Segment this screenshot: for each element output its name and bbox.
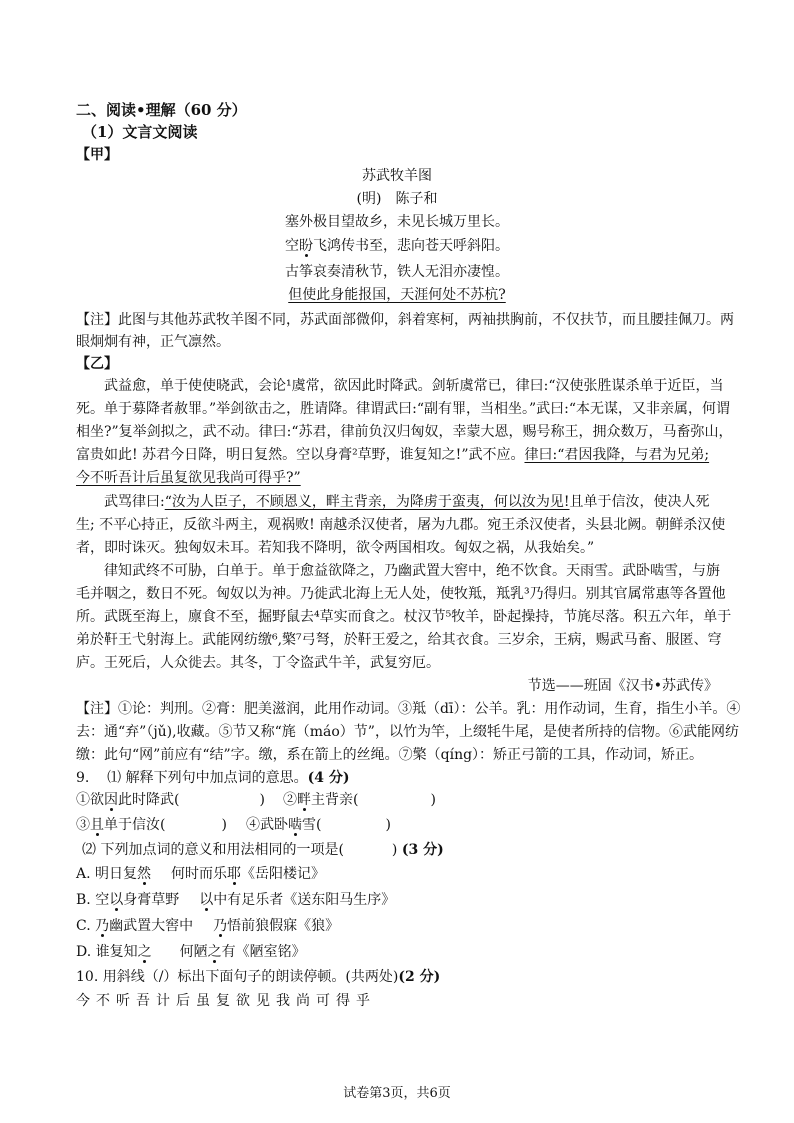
note-yi-line-3: 缴：此句“网”前应有“结”字。缴，系在箭上的丝绳。⑦檠（qíng）：矫正弓箭的工具，作动词，矫正。 (76, 747, 704, 763)
option-c[interactable] (76, 916, 339, 936)
prose-p1-line-1: 武益愈，单于使使晓武，会论¹虞常，欲因此时降武。剑斩虞常已，律曰:“汉使张胜谋杀单于近臣，当 (104, 378, 724, 394)
q9-item-1 (76, 790, 265, 810)
jia-label: 【甲】 (76, 147, 118, 163)
prose-p1-line-3: 相坐?”复举剑拟之，武不动。律曰:“苏君，律前负汉归匈奴，幸蒙大恩，赐号称王，拥众数万，马畜弥山， (76, 424, 733, 440)
q9-part2-score: (3 分) (401, 842, 444, 858)
q9-item-2-pre: ② (283, 792, 297, 808)
q10-sentence[interactable]: 今不听吾计后虽复欲见我尚可得乎 (76, 993, 376, 1009)
option-b-pre: B. 空 (76, 892, 110, 908)
prose-p2-line-2: 生; 不平心持正，反欲斗两主，观祸败! 南越杀汉使者，屠为九郡。宛王杀汉使者，头县北阙。朝鲜杀汉使 (76, 517, 726, 533)
q9-prompt (76, 768, 350, 788)
dotted-word: 且 (90, 817, 104, 833)
poem-author: (明) 陈子和 (356, 191, 438, 207)
prose-source: 节选——班固《汉书•苏武传》 (527, 678, 718, 694)
q9-item-2-close: ) (430, 792, 436, 808)
option-b-mid: 身膏草野 (123, 892, 180, 908)
q10-text: 10. 用斜线（/）标出下面句子的朗读停顿。(共两处) (76, 969, 399, 985)
poem-line-4-underlined: 但使此身能报国，天涯何处不苏杭? (288, 287, 506, 303)
q10-prompt (76, 967, 440, 987)
dotted-word: 乃 (213, 918, 228, 934)
q9-item-1-pre: ①欲 (76, 792, 104, 808)
poem-line-2-post: 飞鸿传书至，悲向苍天呼斜阳。 (313, 238, 509, 254)
poem-line-4 (0, 285, 794, 305)
q9-item-1-post: 此时降武( (118, 792, 180, 808)
q9-item-4-pre: ④武卧 (246, 817, 288, 833)
q9-item-3-pre: ③ (76, 817, 90, 833)
option-a-pre: A. 明日复 (76, 866, 138, 882)
prose-p2-line-3: 者，即时诛灭。独匈奴未耳。若知我不降明，欲令两国相攻。匈奴之祸，从我始矣。” (76, 540, 595, 556)
option-b[interactable] (76, 890, 395, 910)
q9-item-2 (283, 790, 436, 810)
q9-item-3-close: ) (221, 817, 227, 833)
prose-p2-line-1-underlined: “汝为人臣子，不顾恩义，畔主背亲，为降虏于蛮夷，何以汝为见! (164, 494, 570, 510)
q9-part2 (82, 840, 444, 860)
q9-part2-close: ) (391, 842, 398, 858)
note-jia-line-1: 【注】此图与其他苏武牧羊图不同，苏武面部微仰，斜着寒柯，两袖拱胸前，不仅扶节，而且腰挂佩刀。两 (76, 312, 734, 328)
yi-label: 【乙】 (76, 356, 118, 372)
q9-item-3 (76, 815, 227, 835)
q9-part2-text: ⑵ 下列加点词的意义和用法相同的一项是( (82, 842, 344, 858)
prose-p3-line-3: 所。武既至海上，廪食不至，掘野鼠去⁴草实而食之。杖汉节⁵牧羊，卧起操持，节旄尽落。积五六年，单于 (76, 609, 732, 625)
option-c-mid: 幽武置大窖中 (109, 918, 194, 934)
prose-p3-line-4: 弟於靬王弋射海上。武能网纺缴⁶,檠⁷弓弩，於靬王爱之，给其衣食。三岁余，王病，赐武马畜、服匿、穹 (76, 632, 722, 648)
q9-item-4 (246, 815, 391, 835)
option-b-post: 中有足乐者《送东阳马生序》 (213, 892, 396, 908)
dotted-word: 以 (109, 892, 124, 908)
dotted-word: 啮 (288, 817, 302, 833)
dotted-word: 乃 (95, 918, 110, 934)
note-yi-line-2: 去：通“弃”（jǔ),收藏。⑤节又称“旄（máo）节”，以竹为竿，上缀牦牛尾，是使者所持的信物。⑥武能网纺 (76, 724, 739, 740)
dotted-word: 之 (207, 944, 222, 960)
prose-p2-line-1-pre: 武骂律曰: (104, 494, 165, 510)
option-d[interactable] (76, 942, 306, 962)
option-a-mid: 何时而乐 (171, 866, 228, 882)
q9-number: 9. (76, 770, 90, 786)
poem-title: 苏武牧羊图 (362, 168, 432, 184)
q9-item-2-post: 主背亲( (311, 792, 359, 808)
dotted-word: 盼 (299, 238, 313, 254)
prose-p2-line-1 (104, 492, 710, 512)
prose-p1-line-4-text: 富贵如此! 苏君今日降，明日复然。空以身膏²草野，谁复知之!”武不应。 (76, 447, 525, 463)
prose-p1-line-2: 死。单于募降者赦罪。”举剑欲击之，胜请降。律谓武曰:“副有罪，当相坐。”武曰:“本无谋，又非亲属，何谓 (76, 401, 731, 417)
q9-item-3-post: 单于信汝( (104, 817, 166, 833)
option-c-post: 悟前狼假寐《狼》 (227, 918, 340, 934)
option-c-pre: C. (76, 918, 96, 934)
q9-score: (4 分) (307, 770, 350, 786)
dotted-word: 畔 (297, 792, 311, 808)
option-d-post: 有《陋室铭》 (221, 944, 306, 960)
poem-line-3: 古筝哀奏清秋节，铁人无泪亦凄惶。 (285, 264, 509, 280)
dotted-word: 耶 (227, 866, 242, 882)
prose-p1-line-5 (76, 468, 301, 488)
dotted-word: 因 (104, 792, 118, 808)
q9-text: ⑴ 解释下列句中加点词的意思。 (107, 770, 308, 786)
dotted-word: 然 (137, 866, 152, 882)
prose-p3-line-2: 毛并咽之，数日不死。匈奴以为神。乃徙武北海上无人处，使牧羝，羝乳³乃得归。别其官属常惠等各置他 (76, 586, 726, 602)
note-yi-line-1: 【注】①论：判刑。②膏：肥美滋润，此用作动词。③羝（dī）：公羊。乳：用作动词，生育，指生小羊。④ (76, 701, 741, 717)
page-footer: 试卷第3页，共6页 (343, 1086, 451, 1101)
section-title: 二、阅读•理解（60 分） (76, 101, 247, 119)
option-d-pre: D. 谁复知 (76, 944, 138, 960)
q9-item-1-close: ) (259, 792, 265, 808)
prose-p1-line-4 (76, 445, 709, 465)
note-jia-line-2: 眼炯炯有神，正气凛然。 (76, 334, 230, 350)
prose-p2-line-1-post: 且单于信汝，使决人死 (569, 494, 710, 510)
poem-line-2 (0, 236, 794, 256)
poem-line-1: 塞外极目望故乡，未见长城万里长。 (285, 214, 509, 230)
dotted-word: 之 (137, 944, 152, 960)
q9-item-4-post: 雪( (302, 817, 322, 833)
q10-score: (2 分) (398, 969, 441, 985)
prose-p3-line-1: 律知武终不可胁，白单于。单于愈益欲降之，乃幽武置大窖中，绝不饮食。天雨雪。武卧啮雪，与旃 (104, 563, 720, 579)
prose-p3-line-5: 庐。王死后，人众徙去。其冬，丁令盗武牛羊，武复穷厄。 (76, 655, 440, 671)
dotted-word: 以 (199, 892, 214, 908)
option-a[interactable] (76, 864, 325, 884)
option-d-mid: 何陋 (179, 944, 208, 960)
prose-p1-line-4-underlined: 律曰:“君因我降，与君为兄弟; (524, 447, 710, 463)
option-a-post: 《岳阳楼记》 (241, 866, 326, 882)
subsection-title: （1）文言文阅读 (82, 123, 198, 141)
prose-p1-line-5-underlined: 今不听吾计后虽复欲见我尚可得乎?” (76, 470, 301, 486)
poem-line-2-pre: 空 (285, 238, 299, 254)
q9-item-4-close: ) (385, 817, 391, 833)
